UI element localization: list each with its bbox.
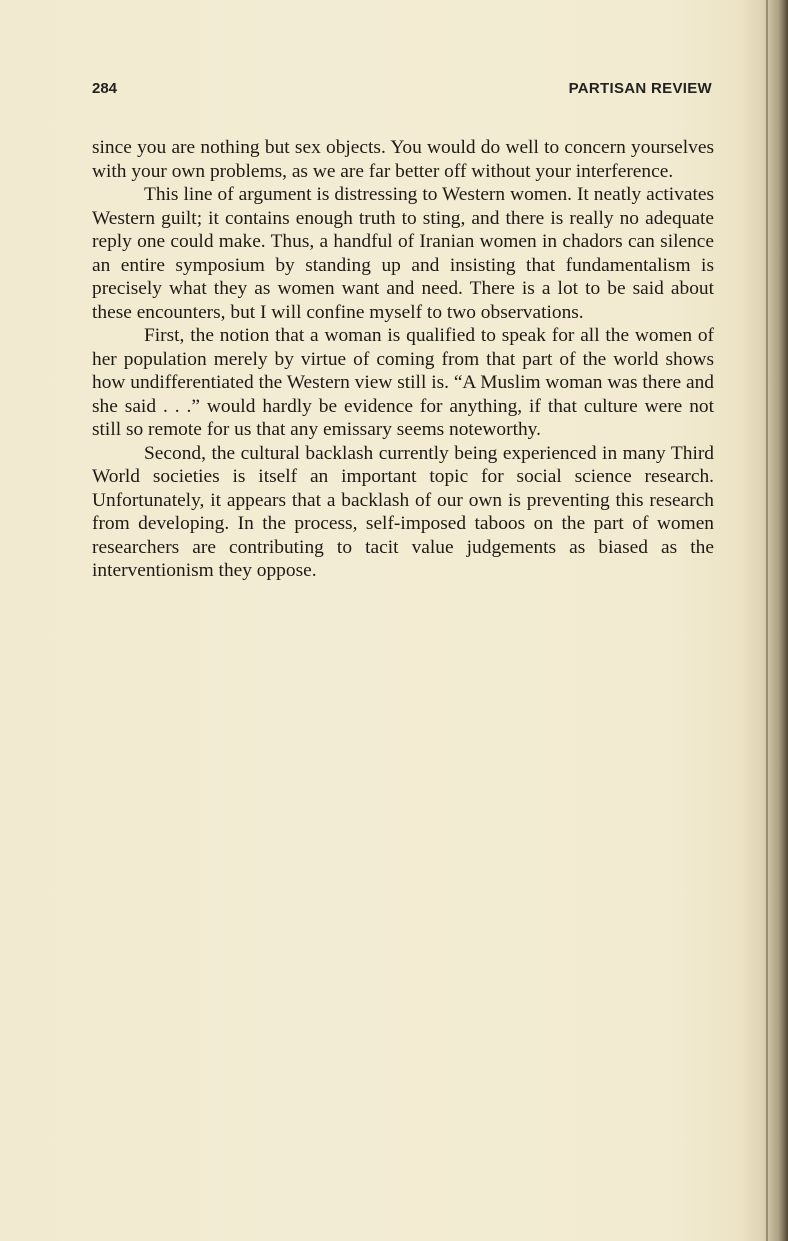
running-head: PARTISAN REVIEW	[568, 80, 712, 97]
binding-shadow	[742, 0, 788, 1241]
paragraph-argument: This line of argument is distressing to Western women. It neatly activates Western guilt; it contains enough truth to sting, and there is really no adequate reply one could make. Thus, a handful of Iranian women in chadors can silence an entire symposium by standing up and insisting that fundamentalism is precisely what they as women want and need. There is a lot to be said about these encounters, but I will confine myself to two observations.	[92, 184, 714, 323]
page-header	[92, 80, 712, 104]
paragraph-first-observation: First, the notion that a woman is qualified to speak for all the women of her population merely by virtue of coming from that part of the world shows how undifferentiated the Western view still is. “A Muslim woman was there and she said . . .” would hardly be evidence for anything, if that culture were not still so remote for us that any emissary seems noteworthy.	[92, 325, 714, 440]
page-edge	[766, 0, 768, 1241]
page-number: 284	[92, 80, 118, 97]
paragraph-second-observation: Second, the cultural backlash currently being experienced in many Third World societies is itself an important topic for social science research. Unfortunately, it appears that a backlash of our own is preventing this research from developing. In the process, self-imposed taboos on the part of women researchers are contributing to tacit value judgements as biased as the interventionism they oppose.	[92, 442, 714, 581]
body-text	[92, 136, 714, 583]
paragraph-continuation: since you are nothing but sex objects. You would do well to concern yourselves with your own problems, as we are far better off without your interference.	[92, 137, 714, 182]
